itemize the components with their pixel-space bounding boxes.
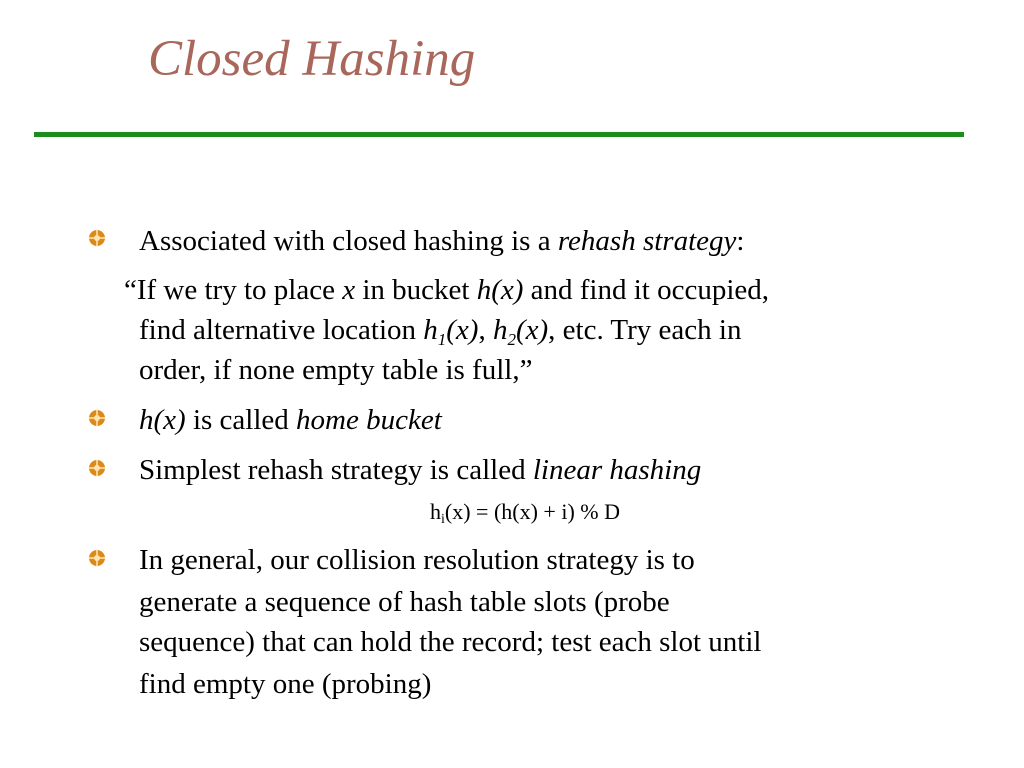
formula-h: h	[430, 499, 441, 524]
term-rehash-strategy: rehash strategy	[557, 225, 737, 257]
bullet-probing-line-3: sequence) that can hold the record; test each slot until	[139, 626, 762, 658]
var-x: x	[342, 274, 356, 306]
quote-text: “If we try to place	[124, 274, 343, 306]
bullet-linear-hashing	[139, 450, 701, 490]
var-hx: h(x)	[476, 274, 524, 306]
slide-title: Closed Hashing	[148, 31, 476, 87]
quote-line-1	[124, 270, 769, 310]
target-bullet-icon	[88, 459, 106, 477]
target-bullet-icon	[88, 229, 106, 247]
quote-text: find alternative location	[139, 314, 424, 346]
bullet-text: Simplest rehash strategy is called	[139, 454, 533, 486]
formula-subscript: i	[441, 512, 445, 527]
linear-hash-formula	[430, 497, 620, 527]
target-bullet-icon	[88, 549, 106, 567]
var-x-paren: (x)	[515, 314, 549, 346]
separator: ,	[478, 314, 493, 346]
var-x-paren: (x)	[446, 314, 479, 346]
target-bullet-icon	[88, 409, 106, 427]
term-home-bucket: home bucket	[296, 404, 442, 436]
term-hx: h(x)	[139, 404, 186, 436]
quote-text: and find it occupied,	[523, 274, 769, 306]
formula-rest: (x) = (h(x) + i) % D	[444, 499, 620, 524]
bullet-probing-line-4: find empty one (probing)	[139, 668, 432, 700]
quote-line-3: order, if none empty table is full,”	[139, 354, 533, 386]
bullet-text: is called	[185, 404, 297, 436]
var-h1x	[423, 314, 479, 349]
quote-text: in bucket	[355, 274, 477, 306]
quote-text: , etc. Try each in	[548, 314, 742, 346]
quote-line-2	[139, 310, 741, 350]
bullet-probing-line-1: In general, our collision resolution strategy is to	[139, 544, 695, 576]
var-h2x	[492, 314, 549, 349]
bullet-rehash-strategy	[139, 221, 744, 261]
bullet-home-bucket	[139, 400, 442, 440]
subscript-2: 2	[507, 330, 516, 349]
term-linear-hashing: linear hashing	[532, 454, 702, 486]
bullet-probing-line-2: generate a sequence of hash table slots (probe	[139, 586, 670, 618]
bullet-text: Associated with closed hashing is a	[139, 225, 558, 257]
colon: :	[736, 225, 745, 257]
var-h: h	[423, 314, 438, 346]
var-h: h	[492, 314, 508, 346]
subscript-1: 1	[437, 330, 447, 349]
